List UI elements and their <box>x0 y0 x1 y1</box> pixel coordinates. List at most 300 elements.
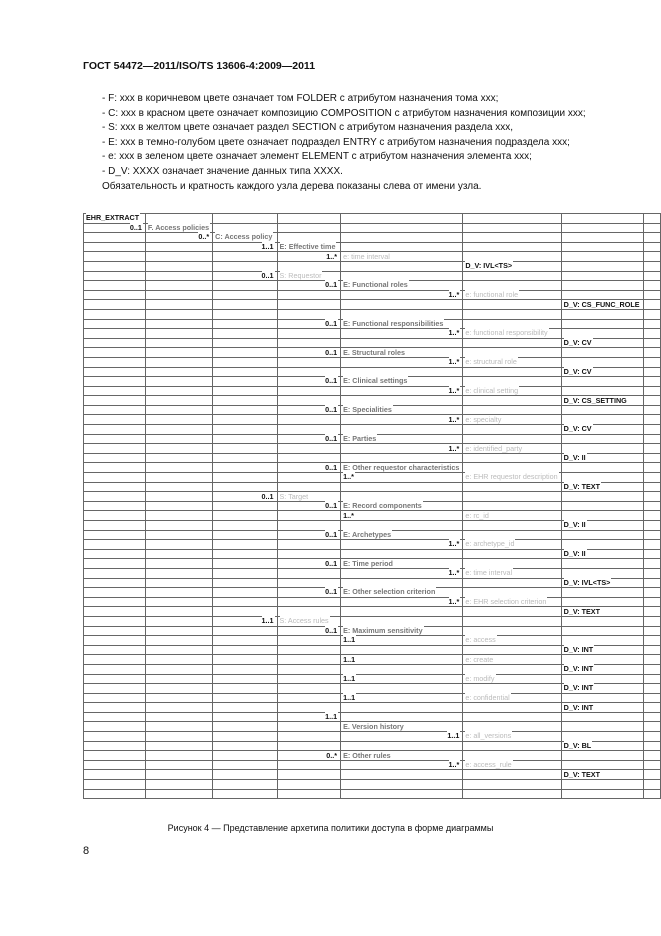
table-cell <box>277 645 341 655</box>
legend-line: - e: xxx в зеленом цвете означает элемент ELEMENT с атрибутом назначения элемента xxx; <box>102 151 532 163</box>
table-cell <box>213 434 277 444</box>
table-cell <box>213 329 277 339</box>
table-cell <box>561 578 643 588</box>
data-value-type: D_V: CV <box>563 424 592 434</box>
table-cell <box>145 789 212 799</box>
node-label: e: access_rule <box>465 760 512 770</box>
table-cell <box>463 492 561 502</box>
table-cell <box>341 309 463 319</box>
table-cell <box>84 367 146 377</box>
table-cell <box>213 348 277 358</box>
table-cell <box>561 463 643 473</box>
table-cell <box>643 300 660 310</box>
table-row <box>84 348 661 358</box>
node-label: E: Other rules <box>343 750 391 760</box>
table-cell <box>341 511 463 521</box>
legend-line: - S: xxx в желтом цвете означает раздел SECTION с атрибутом назначения раздела xxx, <box>102 122 514 134</box>
table-cell <box>145 712 212 722</box>
node-label: S: Target <box>279 491 309 501</box>
cardinality-label: 1..1 <box>261 616 274 626</box>
table-cell <box>277 444 341 454</box>
table-cell <box>341 616 463 626</box>
data-value-type: D_V: IVL<TS> <box>465 261 513 271</box>
table-row <box>84 568 661 578</box>
table-row <box>84 703 661 713</box>
table-cell <box>277 396 341 406</box>
node-label: E: Time period <box>343 558 393 568</box>
table-cell <box>341 501 463 511</box>
table-cell <box>145 770 212 780</box>
table-cell <box>277 655 341 665</box>
table-cell <box>341 732 463 742</box>
table-cell <box>213 559 277 569</box>
table-cell <box>463 357 561 367</box>
table-cell <box>213 693 277 703</box>
table-cell <box>84 664 146 674</box>
table-cell <box>561 425 643 435</box>
table-row <box>84 540 661 550</box>
table-row <box>84 722 661 732</box>
table-cell <box>277 252 341 262</box>
table-cell <box>561 261 643 271</box>
table-cell <box>277 703 341 713</box>
table-cell <box>145 492 212 502</box>
table-cell <box>145 242 212 252</box>
table-cell <box>145 521 212 531</box>
table-cell <box>213 492 277 502</box>
cardinality-label: 1..1 <box>343 673 356 683</box>
table-cell <box>277 425 341 435</box>
table-cell <box>643 770 660 780</box>
table-cell <box>643 425 660 435</box>
table-cell <box>213 233 277 243</box>
table-cell <box>84 473 146 483</box>
table-cell <box>341 425 463 435</box>
table-cell <box>145 693 212 703</box>
table-cell <box>463 597 561 607</box>
document-header: ГОСТ 54472—2011/ISO/TS 13606-4:2009—2011 <box>83 60 316 72</box>
table-cell <box>561 655 643 665</box>
table-cell <box>84 626 146 636</box>
table-cell <box>213 568 277 578</box>
table-cell <box>84 290 146 300</box>
table-cell <box>561 329 643 339</box>
table-cell <box>213 530 277 540</box>
table-row <box>84 444 661 454</box>
table-cell <box>561 722 643 732</box>
table-cell <box>463 741 561 751</box>
table-cell <box>341 242 463 252</box>
table-cell <box>277 405 341 415</box>
table-cell <box>643 549 660 559</box>
node-label: e: structural role <box>465 357 517 367</box>
table-cell <box>463 223 561 233</box>
table-row <box>84 453 661 463</box>
table-cell <box>277 223 341 233</box>
table-cell <box>341 396 463 406</box>
table-row <box>84 252 661 262</box>
table-cell <box>341 300 463 310</box>
node-label: E. Structural roles <box>343 347 405 357</box>
table-cell <box>213 511 277 521</box>
cardinality-label: 0..1 <box>261 270 274 280</box>
table-cell <box>561 242 643 252</box>
table-row <box>84 329 661 339</box>
data-value-type: D_V: INT <box>563 664 594 674</box>
table-cell <box>84 281 146 291</box>
table-cell <box>84 780 146 790</box>
table-cell <box>463 271 561 281</box>
table-row <box>84 693 661 703</box>
table-cell <box>561 559 643 569</box>
table-row <box>84 732 661 742</box>
table-cell <box>341 636 463 646</box>
cardinality-label: 0..1 <box>325 529 338 539</box>
table-cell <box>643 597 660 607</box>
table-cell <box>341 377 463 387</box>
table-row <box>84 645 661 655</box>
table-cell <box>277 453 341 463</box>
table-cell <box>561 626 643 636</box>
table-row <box>84 300 661 310</box>
table-cell <box>341 530 463 540</box>
table-cell <box>277 780 341 790</box>
cardinality-label: 1..* <box>326 251 338 261</box>
table-cell <box>643 271 660 281</box>
table-cell <box>463 664 561 674</box>
cardinality-label: 0..1 <box>325 318 338 328</box>
cardinality-label: 1..* <box>448 357 460 367</box>
table-row <box>84 434 661 444</box>
table-cell <box>145 645 212 655</box>
table-cell <box>643 223 660 233</box>
node-label: e: functional role <box>465 290 519 300</box>
table-cell <box>84 271 146 281</box>
table-cell <box>341 405 463 415</box>
table-cell <box>643 693 660 703</box>
table-cell <box>341 626 463 636</box>
table-cell <box>213 453 277 463</box>
table-row <box>84 242 661 252</box>
table-cell <box>341 357 463 367</box>
table-cell <box>643 348 660 358</box>
table-cell <box>463 473 561 483</box>
node-label: e: time interval <box>465 568 513 578</box>
table-cell <box>643 329 660 339</box>
table-cell <box>84 760 146 770</box>
cardinality-label: 1..* <box>448 443 460 453</box>
cardinality-label: 1..1 <box>325 712 338 722</box>
node-label: e: modify <box>465 673 495 683</box>
table-cell <box>84 377 146 387</box>
table-cell <box>84 732 146 742</box>
table-cell <box>341 492 463 502</box>
table-cell <box>643 684 660 694</box>
table-cell <box>341 780 463 790</box>
cardinality-label: 0..* <box>326 750 338 760</box>
node-label: E: Other selection criterion <box>343 587 436 597</box>
table-cell <box>463 674 561 684</box>
cardinality-label: 1..1 <box>343 692 356 702</box>
table-cell <box>561 751 643 761</box>
table-cell <box>145 616 212 626</box>
table-cell <box>341 559 463 569</box>
table-cell <box>643 309 660 319</box>
table-cell <box>145 386 212 396</box>
node-label: e: archetype_id <box>465 539 515 549</box>
cardinality-label: 1..* <box>448 414 460 424</box>
table-cell <box>84 597 146 607</box>
cardinality-label: 1..* <box>448 328 460 338</box>
table-cell <box>463 300 561 310</box>
table-cell <box>84 329 146 339</box>
table-cell <box>145 319 212 329</box>
table-cell <box>463 242 561 252</box>
table-cell <box>145 530 212 540</box>
table-cell <box>561 693 643 703</box>
data-value-type: D_V: INT <box>563 645 594 655</box>
cardinality-label: 0..1 <box>129 222 142 232</box>
table-cell <box>145 348 212 358</box>
table-cell <box>277 549 341 559</box>
data-value-type: D_V: BL <box>563 740 592 750</box>
table-cell <box>213 482 277 492</box>
table-cell <box>561 300 643 310</box>
table-cell <box>341 473 463 483</box>
table-cell <box>145 540 212 550</box>
table-cell <box>643 578 660 588</box>
table-cell <box>643 664 660 674</box>
table-cell <box>643 415 660 425</box>
table-cell <box>341 463 463 473</box>
table-cell <box>341 597 463 607</box>
legend-line: Обязательность и кратность каждого узла дерева показаны слева от имени узла. <box>102 180 482 192</box>
legend-line: - E: xxx в темно-голубом цвете означает подраздел ENTRY с атрибутом назначения подраздела xxx; <box>102 136 570 148</box>
table-cell <box>463 214 561 224</box>
table-cell <box>277 290 341 300</box>
table-cell <box>84 444 146 454</box>
table-cell <box>561 664 643 674</box>
table-cell <box>277 482 341 492</box>
table-row <box>84 684 661 694</box>
table-cell <box>277 319 341 329</box>
data-value-type: D_V: IVL<TS> <box>563 577 611 587</box>
table-cell <box>463 482 561 492</box>
table-cell <box>463 616 561 626</box>
data-value-type: D_V: CV <box>563 366 592 376</box>
legend-line: - C: xxx в красном цвете означает композицию COMPOSITION с атрибутом назначения композиции xxx; <box>102 107 586 119</box>
table-cell <box>561 684 643 694</box>
table-cell <box>145 453 212 463</box>
table-cell <box>213 271 277 281</box>
table-cell <box>341 290 463 300</box>
table-cell <box>145 367 212 377</box>
table-row <box>84 789 661 799</box>
legend-line: - D_V: XXXX означает значение данных типа XXXX. <box>102 165 343 177</box>
table-cell <box>561 367 643 377</box>
table-cell <box>561 290 643 300</box>
table-cell <box>277 348 341 358</box>
cardinality-label: 0..1 <box>325 433 338 443</box>
table-cell <box>145 444 212 454</box>
table-cell <box>213 732 277 742</box>
cardinality-label: 1..1 <box>261 242 274 252</box>
figure-caption: Рисунок 4 — Представление архетипа политики доступа в форме диаграммы <box>167 823 494 833</box>
table-cell <box>463 511 561 521</box>
table-cell <box>84 405 146 415</box>
table-row <box>84 655 661 665</box>
table-cell <box>341 252 463 262</box>
table-cell <box>213 578 277 588</box>
table-cell <box>561 348 643 358</box>
table-cell <box>145 415 212 425</box>
table-cell <box>145 722 212 732</box>
table-row <box>84 607 661 617</box>
table-cell <box>145 214 212 224</box>
table-cell <box>277 261 341 271</box>
table-cell <box>643 214 660 224</box>
table-cell <box>145 233 212 243</box>
table-cell <box>277 751 341 761</box>
table-cell <box>145 751 212 761</box>
table-cell <box>561 741 643 751</box>
table-cell <box>277 626 341 636</box>
table-row <box>84 616 661 626</box>
table-cell <box>643 386 660 396</box>
table-cell <box>277 741 341 751</box>
table-cell <box>277 233 341 243</box>
table-row <box>84 473 661 483</box>
cardinality-label: 0..1 <box>325 625 338 635</box>
table-cell <box>561 396 643 406</box>
cardinality-label: 0..1 <box>325 587 338 597</box>
table-cell <box>213 386 277 396</box>
node-label: S: Requestor <box>279 270 322 280</box>
table-cell <box>277 770 341 780</box>
node-label: e: access <box>465 635 496 645</box>
table-cell <box>561 434 643 444</box>
table-cell <box>341 664 463 674</box>
table-cell <box>561 214 643 224</box>
table-cell <box>341 319 463 329</box>
table-cell <box>145 655 212 665</box>
table-cell <box>84 578 146 588</box>
data-value-type: D_V: TEXT <box>563 481 600 491</box>
table-cell <box>341 770 463 780</box>
table-cell <box>643 367 660 377</box>
table-cell <box>561 338 643 348</box>
table-cell <box>84 521 146 531</box>
table-cell <box>341 674 463 684</box>
table-cell <box>145 568 212 578</box>
table-cell <box>213 319 277 329</box>
table-cell <box>213 396 277 406</box>
table-cell <box>277 760 341 770</box>
table-row <box>84 712 661 722</box>
table-cell <box>341 338 463 348</box>
node-label: E: Maximum sensitivity <box>343 625 423 635</box>
table-cell <box>561 521 643 531</box>
table-row <box>84 636 661 646</box>
table-cell <box>84 425 146 435</box>
table-cell <box>341 568 463 578</box>
table-row <box>84 463 661 473</box>
table-cell <box>84 540 146 550</box>
table-cell <box>277 242 341 252</box>
table-cell <box>213 645 277 655</box>
table-cell <box>643 760 660 770</box>
table-cell <box>145 549 212 559</box>
table-cell <box>463 549 561 559</box>
table-cell <box>84 607 146 617</box>
node-label: e: all_versions <box>465 731 512 741</box>
table-cell <box>213 607 277 617</box>
table-cell <box>277 789 341 799</box>
table-cell <box>643 233 660 243</box>
table-cell <box>561 223 643 233</box>
table-cell <box>145 607 212 617</box>
table-cell <box>463 732 561 742</box>
table-cell <box>84 501 146 511</box>
table-cell <box>561 386 643 396</box>
cardinality-label: 0..1 <box>325 280 338 290</box>
table-cell <box>643 492 660 502</box>
table-cell <box>145 463 212 473</box>
table-cell <box>561 453 643 463</box>
node-label: e: EHR selection criterion <box>465 597 547 607</box>
legend-text <box>102 92 586 194</box>
table-cell <box>643 319 660 329</box>
node-label: S: Access rules <box>279 616 329 626</box>
table-cell <box>84 482 146 492</box>
table-row <box>84 261 661 271</box>
cardinality-label: 1..* <box>343 472 354 482</box>
table-cell <box>213 780 277 790</box>
table-row <box>84 482 661 492</box>
table-cell <box>84 655 146 665</box>
table-cell <box>84 712 146 722</box>
table-cell <box>643 530 660 540</box>
table-cell <box>213 214 277 224</box>
node-label: e: EHR requestor description <box>465 472 558 482</box>
table-cell <box>643 377 660 387</box>
table-row <box>84 281 661 291</box>
table-cell <box>643 252 660 262</box>
table-cell <box>84 770 146 780</box>
table-cell <box>341 789 463 799</box>
table-cell <box>561 789 643 799</box>
table-cell <box>561 482 643 492</box>
table-cell <box>463 261 561 271</box>
table-cell <box>643 261 660 271</box>
table-cell <box>213 626 277 636</box>
table-cell <box>84 568 146 578</box>
table-cell <box>463 684 561 694</box>
table-cell <box>145 261 212 271</box>
table-cell <box>213 501 277 511</box>
cardinality-label: 1..* <box>448 385 460 395</box>
table-cell <box>277 415 341 425</box>
table-cell <box>643 780 660 790</box>
table-cell <box>213 405 277 415</box>
table-row <box>84 338 661 348</box>
table-cell <box>84 693 146 703</box>
page-number: 8 <box>83 845 90 857</box>
table-cell <box>277 338 341 348</box>
table-cell <box>145 597 212 607</box>
cardinality-label: 1..* <box>343 510 354 520</box>
table-cell <box>561 636 643 646</box>
